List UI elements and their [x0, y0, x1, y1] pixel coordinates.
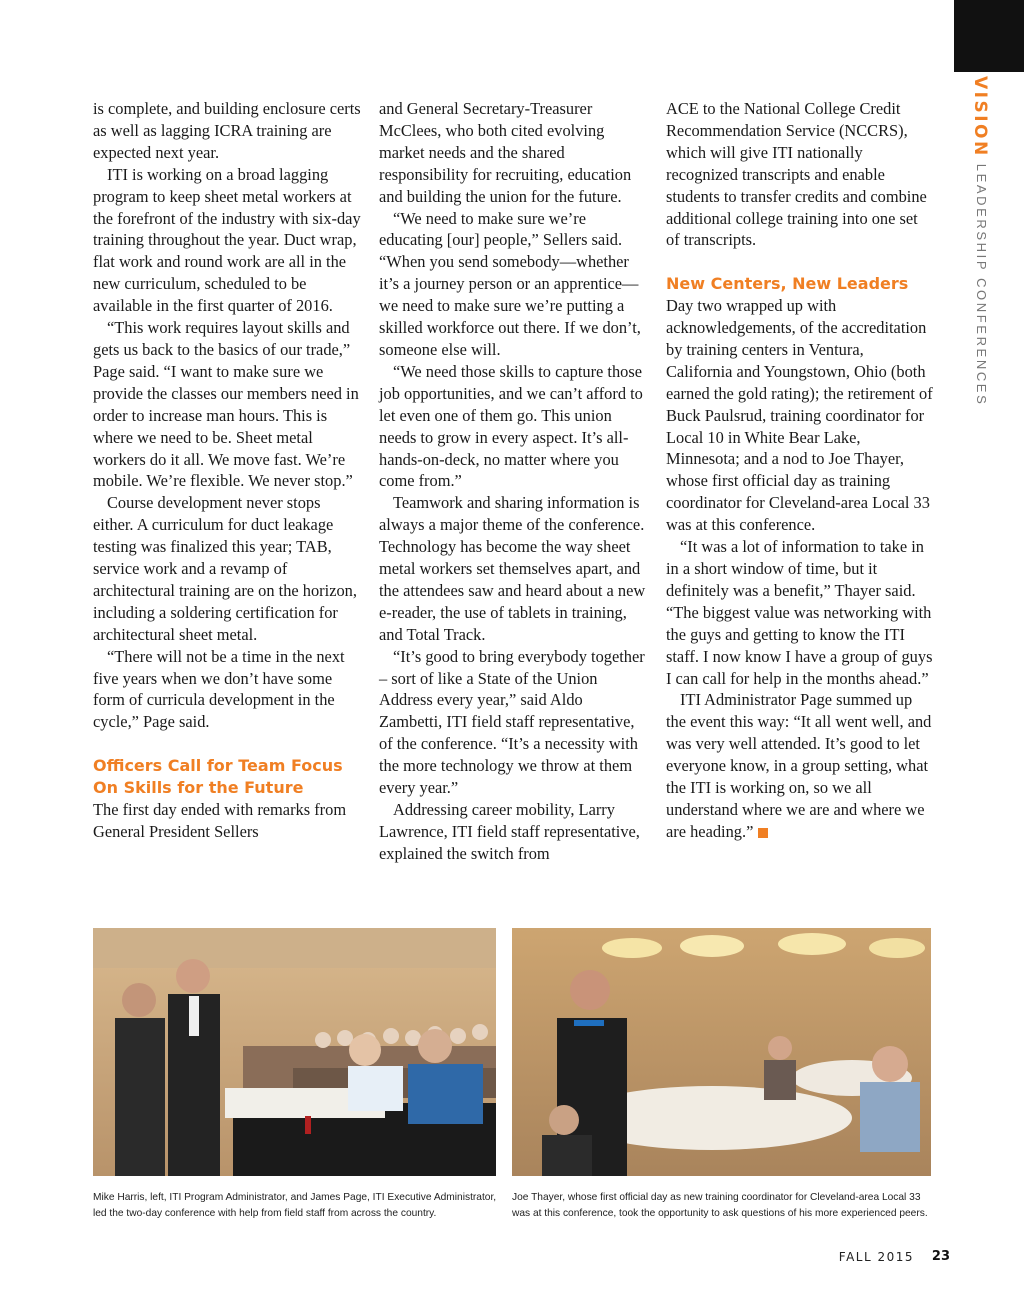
article-column-2 — [379, 98, 647, 865]
conference-photo — [512, 928, 931, 1176]
photo-joe-thayer — [512, 928, 931, 1176]
paragraph: “This work requires layout skills and gets us back to the basics of our trade,” Page said. “I want to make sure we provide the classes our members need in order to increase man hours. This is where we need to be. Sheet metal workers do it all. We move fast. We’re mobile. We’re flexible. We never stop.” — [93, 318, 359, 491]
photo-caption-2: Joe Thayer, whose first official day as new training coordinator for Cleveland-area Local 33 was at this conference, took the opportunity to ask questions of his more experienced peers. — [512, 1192, 928, 1219]
paragraph: is complete, and building enclosure certs as well as lagging ICRA training are expected next year. — [93, 99, 361, 162]
paragraph: ACE to the National College Credit Recommendation Service (NCCRS), which will give ITI nationally recognized transcripts and enable students to transfer credits and combine additional college training into one set of transcripts. — [666, 99, 927, 250]
photo-conference-leaders — [93, 928, 496, 1176]
paragraph-text: ITI Administrator Page summed up the event this way: “It all went well, and was very well attended. It’s good to let everyone know, in a group setting, what the ITI is working on, so we all understand where we are and where we are heading.” — [666, 690, 932, 841]
subheading: New Centers, New Leaders — [666, 274, 909, 294]
section-subtitle: LEADERSHIP CONFERENCES — [974, 163, 989, 407]
subheading: Officers Call for Team Focus On Skills for the Future — [93, 756, 343, 798]
section-label — [970, 76, 990, 406]
conference-photo — [93, 928, 496, 1176]
paragraph: Day two wrapped up with acknowledgements, of the accreditation by training centers in Ventura, California and Youngstown, Ohio (both earned the gold rating); the retirement of Buck Paulsrud, training coordinator for Local 10 in White Bear Lake, Minnesota; and a nod to Joe Thayer, whose first official day as training coordinator for Cleveland-area Local 33 was at this conference. — [666, 296, 933, 535]
paragraph: “There will not be a time in the next five years when we don’t have some form of curricula development in the cycle,” Page said. — [93, 646, 345, 732]
paragraph: The first day ended with remarks from General President Sellers — [93, 799, 347, 841]
paragraph: and General Secretary-Treasurer McClees, who both cited evolving market needs and the shared responsibility for recruiting, education and building the union for the future. — [379, 99, 632, 206]
article-column-3 — [666, 98, 934, 843]
paragraph: “It’s good to bring everybody together – sort of like a State of the Union Address every year,” said Aldo Zambetti, ITI field staff representative, of the conference. “It’s a necessity with the more technology we throw at them every year.” — [379, 646, 645, 798]
section-tab — [954, 0, 1024, 72]
paragraph: Addressing career mobility, Larry Lawrence, ITI field staff representative, explained the switch from — [379, 800, 640, 863]
section-title: VISION — [970, 76, 990, 158]
paragraph: Teamwork and sharing information is always a major theme of the conference. Technology has become the way sheet metal workers set themselves apart, and the attendees saw and heard about a new e-reader, the use of tablets in training, and Total Track. — [379, 493, 646, 644]
paragraph: “We need to make sure we’re educating [our] people,” Sellers said. “When you send somebody—whether it’s a journey person or an apprentice—we need to make sure we’re putting a skilled workforce out there. If we don’t, someone else will. — [379, 208, 641, 359]
paragraph: Course development never stops either. A curriculum for duct leakage testing was finalized this year; TAB, service work and a revamp of architectural training are on the horizon, including a soldering certification for architectural sheet metal. — [93, 493, 357, 644]
photo-caption-1: Mike Harris, left, ITI Program Administrator, and James Page, ITI Executive Administrator, led the two-day conference with help from field staff from across the country. — [93, 1192, 497, 1219]
issue-label: FALL 2015 — [838, 1250, 914, 1264]
page-number: 23 — [931, 1249, 950, 1264]
paragraph — [666, 689, 934, 842]
paragraph: “We need those skills to capture those job opportunities, and we can’t afford to let even one of them go. This union needs to grow in every aspect. It’s all-hands-on-deck, no matter where you come from.” — [379, 361, 643, 491]
end-of-article-icon — [758, 828, 768, 838]
paragraph: ITI is working on a broad lagging program to keep sheet metal workers at the forefront of the industry with six-day training throughout the year. Duct wrap, flat work and round work are all in the new curriculum, scheduled to be available in the first quarter of 2016. — [93, 164, 361, 316]
paragraph: “It was a lot of information to take in in a short window of time, but it definitely was a benefit,” Thayer said. “The biggest value was networking with the guys and getting to know the ITI staff. I now know I have a group of guys I can call for help in the months ahead.” — [666, 537, 933, 688]
article-column-1 — [93, 98, 361, 843]
